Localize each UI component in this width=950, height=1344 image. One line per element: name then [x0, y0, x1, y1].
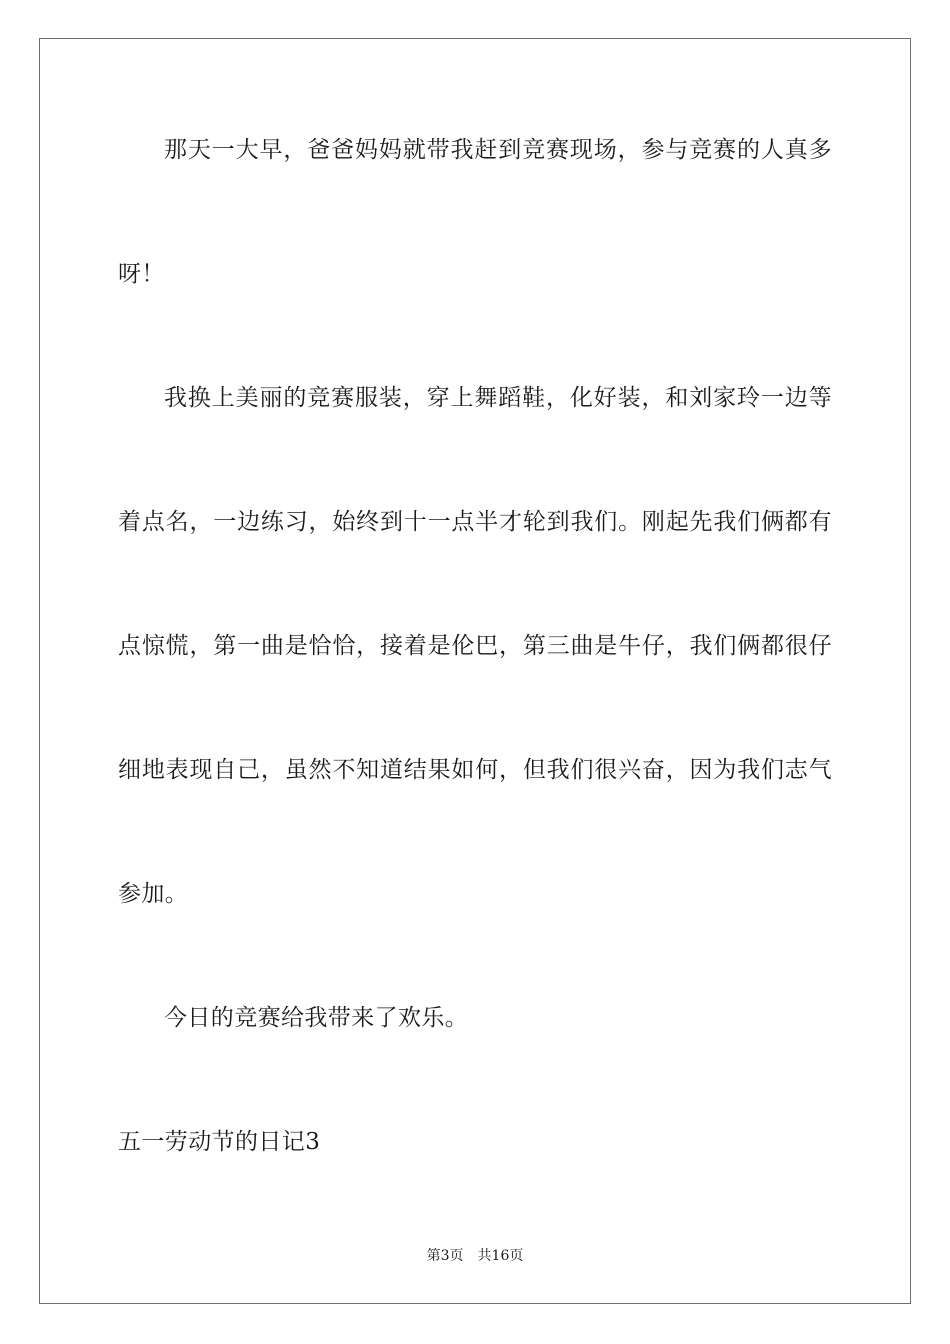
paragraph-line: 呀！	[118, 261, 165, 287]
paragraph-line: 我换上美丽的竞赛服装，穿上舞蹈鞋，化好装，和刘家玲一边等	[164, 385, 832, 411]
paragraph-line: 细地表现自己，虽然不知道结果如何，但我们很兴奋，因为我们志气	[118, 757, 832, 783]
paragraph-line: 今日的竞赛给我带来了欢乐。	[164, 1005, 469, 1031]
page-number: 第3页	[426, 1248, 464, 1264]
paragraph-line: 着点名，一边练习，始终到十一点半才轮到我们。刚起先我们俩都有	[118, 509, 832, 535]
paragraph-line: 参加。	[118, 881, 189, 907]
paragraph-line: 点惊慌，第一曲是恰恰，接着是伦巴，第三曲是牛仔，我们俩都很仔	[118, 633, 832, 659]
page-total: 共16页	[477, 1248, 524, 1264]
page-footer	[0, 1247, 950, 1265]
page-border	[39, 38, 911, 1304]
paragraph-line: 那天一大早，爸爸妈妈就带我赶到竞赛现场，参与竞赛的人真多	[164, 137, 832, 163]
section-heading: 五一劳动节的日记3	[118, 1129, 321, 1155]
